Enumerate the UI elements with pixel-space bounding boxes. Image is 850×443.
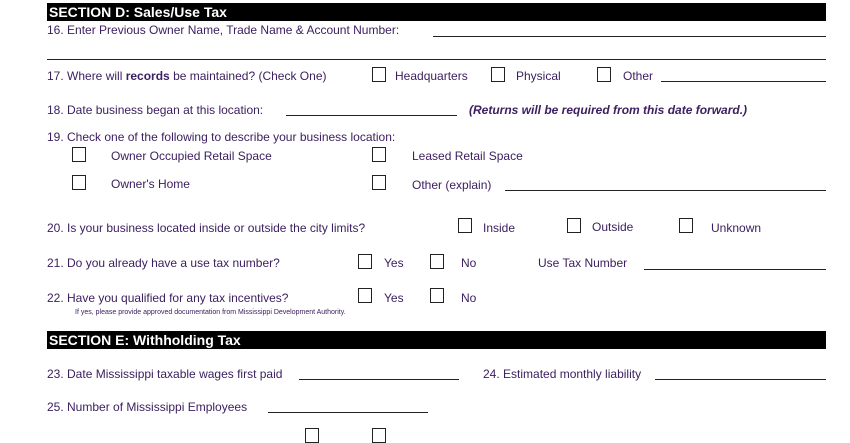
headquarters-checkbox[interactable] xyxy=(372,67,386,82)
physical-label: Physical xyxy=(516,69,561,83)
inside-checkbox[interactable] xyxy=(458,218,472,233)
outside-label: Outside xyxy=(592,220,634,234)
q16-field-line-2[interactable] xyxy=(47,59,826,60)
monthly-liability-field[interactable] xyxy=(655,379,826,380)
owners-home-checkbox[interactable] xyxy=(72,175,86,190)
q26-yes-checkbox-partial[interactable] xyxy=(305,428,319,443)
date-began-field[interactable] xyxy=(286,115,457,116)
incentives-yes-checkbox[interactable] xyxy=(358,288,372,303)
section-e-header: SECTION E: Withholding Tax xyxy=(47,331,826,349)
physical-checkbox[interactable] xyxy=(491,67,505,82)
headquarters-label: Headquarters xyxy=(395,69,468,83)
wages-first-paid-field[interactable] xyxy=(299,379,459,380)
q22-note: If yes, please provide approved documentation from Mississippi Development Authority. xyxy=(75,309,346,316)
unknown-label: Unknown xyxy=(711,221,762,235)
q22-label: 22. Have you qualified for any tax incentives? xyxy=(47,291,289,305)
q23-label: 23. Date Mississippi taxable wages first paid xyxy=(47,367,283,381)
use-tax-number-label: Use Tax Number xyxy=(538,256,628,270)
outside-checkbox[interactable] xyxy=(567,218,581,233)
unknown-checkbox[interactable] xyxy=(679,218,693,233)
other-explain-checkbox[interactable] xyxy=(372,175,386,190)
q16-field-line-1[interactable] xyxy=(433,36,826,37)
other-explain-label: Other (explain) xyxy=(412,178,492,192)
inside-label: Inside xyxy=(483,221,516,235)
q17-label: 17. Where will records be maintained? (Check One) xyxy=(47,69,327,83)
other-records-label: Other xyxy=(623,69,654,83)
q18-label: 18. Date business began at this location: xyxy=(47,103,264,117)
q18-note: (Returns will be required from this date forward.) xyxy=(469,103,748,117)
other-records-checkbox[interactable] xyxy=(597,67,611,82)
incentives-yes-label: Yes xyxy=(384,291,404,305)
other-explain-field[interactable] xyxy=(505,190,826,191)
q19-label: 19. Check one of the following to describe your business location: xyxy=(47,130,396,144)
q26-no-checkbox-partial[interactable] xyxy=(372,428,386,443)
q16-label: 16. Enter Previous Owner Name, Trade Name & Account Number: xyxy=(47,23,400,37)
use-tax-no-label: No xyxy=(461,256,477,270)
use-tax-yes-label: Yes xyxy=(384,256,404,270)
owner-occupied-checkbox[interactable] xyxy=(72,147,86,162)
use-tax-yes-checkbox[interactable] xyxy=(358,254,372,269)
q21-label: 21. Do you already have a use tax number? xyxy=(47,256,280,270)
incentives-no-label: No xyxy=(461,291,477,305)
other-records-field[interactable] xyxy=(661,81,826,82)
q20-label: 20. Is your business located inside or outside the city limits? xyxy=(47,221,366,235)
owner-occupied-label: Owner Occupied Retail Space xyxy=(111,149,272,163)
leased-retail-checkbox[interactable] xyxy=(372,147,386,162)
incentives-no-checkbox[interactable] xyxy=(430,288,444,303)
employees-field[interactable] xyxy=(268,412,428,413)
use-tax-number-field[interactable] xyxy=(644,269,826,270)
section-d-header: SECTION D: Sales/Use Tax xyxy=(47,3,826,21)
use-tax-no-checkbox[interactable] xyxy=(430,254,444,269)
q25-label: 25. Number of Mississippi Employees xyxy=(47,400,248,414)
owners-home-label: Owner's Home xyxy=(111,177,190,191)
leased-retail-label: Leased Retail Space xyxy=(412,149,523,163)
q24-label: 24. Estimated monthly liability xyxy=(483,367,642,381)
